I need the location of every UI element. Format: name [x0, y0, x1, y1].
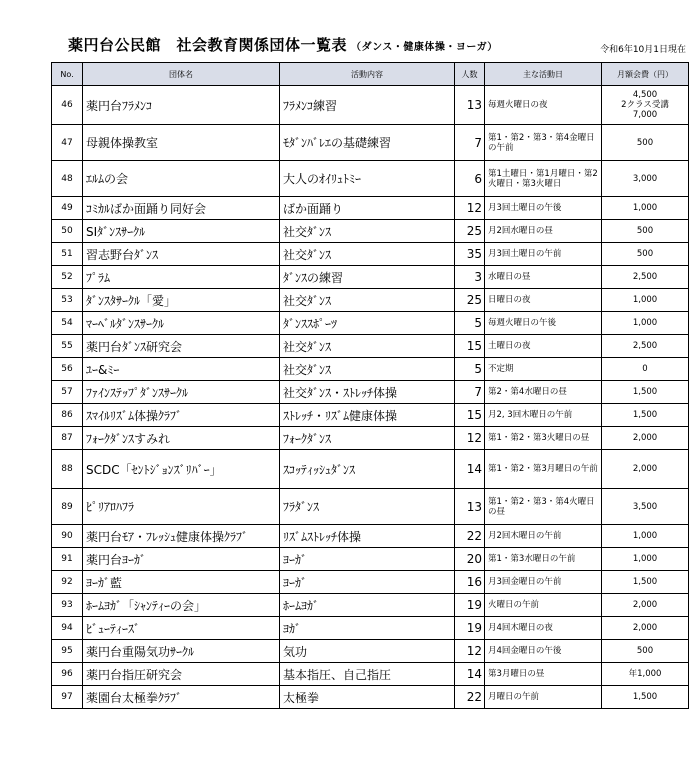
cell-no: 88 [52, 450, 83, 489]
cell-name: ｺﾐｶﾙばか面踊り同好会 [83, 197, 280, 220]
as-of-date: 令和6年10月1日現在 [600, 45, 686, 55]
cell-days: 毎週火曜日の午後 [485, 312, 602, 335]
cell-days: 第3月曜日の昼 [485, 663, 602, 686]
cell-activity: ｽﾄﾚｯﾁ・ﾘｽﾞﾑ健康体操 [280, 404, 455, 427]
cell-count: 14 [455, 450, 485, 489]
table-row [52, 427, 689, 450]
col-header-fee: 月額会費（円） [602, 63, 689, 86]
cell-count: 7 [455, 125, 485, 161]
table-body [52, 86, 689, 709]
cell-fee: 1,500 [602, 686, 689, 709]
table-row [52, 312, 689, 335]
cell-no: 48 [52, 161, 83, 197]
cell-no: 47 [52, 125, 83, 161]
cell-no: 55 [52, 335, 83, 358]
cell-name: 母親体操教室 [83, 125, 280, 161]
cell-count: 19 [455, 617, 485, 640]
cell-no: 54 [52, 312, 83, 335]
cell-days: 月2, 3回木曜日の午前 [485, 404, 602, 427]
cell-days: 土曜日の夜 [485, 335, 602, 358]
cell-days: 月2回水曜日の昼 [485, 220, 602, 243]
cell-fee: 0 [602, 358, 689, 381]
table-row [52, 289, 689, 312]
table-row [52, 594, 689, 617]
cell-fee: 2,000 [602, 617, 689, 640]
cell-count: 13 [455, 86, 485, 125]
cell-days: 火曜日の午前 [485, 594, 602, 617]
cell-fee: 1,000 [602, 525, 689, 548]
cell-activity: ﾖｶﾞ [280, 617, 455, 640]
cell-activity: 社交ﾀﾞﾝｽ [280, 243, 455, 266]
cell-count: 5 [455, 312, 485, 335]
cell-fee: 1,000 [602, 312, 689, 335]
col-header-name: 団体名 [83, 63, 280, 86]
cell-activity: 太極拳 [280, 686, 455, 709]
cell-days: 第1・第2・第3・第4火曜日の昼 [485, 489, 602, 525]
cell-count: 35 [455, 243, 485, 266]
cell-fee: 1,500 [602, 571, 689, 594]
cell-count: 22 [455, 525, 485, 548]
cell-fee: 2,500 [602, 266, 689, 289]
cell-count: 25 [455, 289, 485, 312]
cell-activity: ﾘｽﾞﾑｽﾄﾚｯﾁ体操 [280, 525, 455, 548]
cell-name: ｽﾏｲﾙﾘｽﾞﾑ体操ｸﾗﾌﾞ [83, 404, 280, 427]
table-row [52, 548, 689, 571]
cell-activity: ﾖｰｶﾞ [280, 571, 455, 594]
cell-count: 12 [455, 640, 485, 663]
group-table [51, 62, 689, 709]
col-header-days: 主な活動日 [485, 63, 602, 86]
cell-fee: 1,500 [602, 381, 689, 404]
cell-count: 19 [455, 594, 485, 617]
cell-name: ﾋﾞｭｰﾃｨｰｽﾞ [83, 617, 280, 640]
cell-days: 第1・第2・第3・第4金曜日の午前 [485, 125, 602, 161]
table-row [52, 161, 689, 197]
cell-activity: ﾎｰﾑﾖｶﾞ [280, 594, 455, 617]
col-header-count: 人数 [455, 63, 485, 86]
cell-fee: 1,000 [602, 548, 689, 571]
cell-fee: 3,500 [602, 489, 689, 525]
table-row [52, 640, 689, 663]
table-row [52, 663, 689, 686]
cell-count: 15 [455, 335, 485, 358]
cell-no: 92 [52, 571, 83, 594]
cell-count: 6 [455, 161, 485, 197]
cell-count: 15 [455, 404, 485, 427]
cell-no: 52 [52, 266, 83, 289]
cell-activity: ﾖｰｶﾞ [280, 548, 455, 571]
cell-days: 月2回木曜日の午前 [485, 525, 602, 548]
cell-fee: 500 [602, 220, 689, 243]
cell-name: 薬園台太極拳ｸﾗﾌﾞ [83, 686, 280, 709]
cell-activity: 社交ﾀﾞﾝｽ [280, 220, 455, 243]
cell-name: 薬円台重陽気功ｻｰｸﾙ [83, 640, 280, 663]
cell-days: 毎週火曜日の夜 [485, 86, 602, 125]
title-subtitle: （ダンス・健康体操・ヨーガ） [351, 42, 498, 53]
table-row [52, 617, 689, 640]
cell-count: 5 [455, 358, 485, 381]
title-main: 薬円台公民館 社会教育関係団体一覧表 [68, 36, 348, 54]
cell-no: 93 [52, 594, 83, 617]
cell-activity: 社交ﾀﾞﾝｽ [280, 289, 455, 312]
table-row [52, 358, 689, 381]
cell-days: 不定期 [485, 358, 602, 381]
cell-no: 46 [52, 86, 83, 125]
cell-no: 97 [52, 686, 83, 709]
cell-no: 53 [52, 289, 83, 312]
cell-fee: 1,000 [602, 289, 689, 312]
cell-name: ｴﾙﾑの会 [83, 161, 280, 197]
cell-no: 49 [52, 197, 83, 220]
cell-name: 薬円台ﾀﾞﾝｽ研究会 [83, 335, 280, 358]
table-row [52, 571, 689, 594]
page-title [68, 34, 498, 55]
cell-fee: 500 [602, 640, 689, 663]
cell-no: 51 [52, 243, 83, 266]
cell-no: 95 [52, 640, 83, 663]
cell-fee: 2,500 [602, 335, 689, 358]
table-row [52, 266, 689, 289]
cell-activity: 基本指圧、自己指圧 [280, 663, 455, 686]
table-row [52, 686, 689, 709]
cell-activity: ﾌﾗﾀﾞﾝｽ [280, 489, 455, 525]
table-header-row [52, 63, 689, 86]
cell-activity: 社交ﾀﾞﾝｽ・ｽﾄﾚｯﾁ体操 [280, 381, 455, 404]
cell-days: 水曜日の昼 [485, 266, 602, 289]
cell-count: 20 [455, 548, 485, 571]
cell-name: ﾀﾞﾝｽﾀｻｰｸﾙ「愛」 [83, 289, 280, 312]
cell-name: SCDC「ｾﾝﾄｼﾞｮﾝｽﾞﾘﾊﾞｰ」 [83, 450, 280, 489]
cell-days: 月3回土曜日の午後 [485, 197, 602, 220]
table-row [52, 86, 689, 125]
table-row [52, 125, 689, 161]
table-row [52, 243, 689, 266]
cell-activity: ｽｺｯﾃｨｯｼｭﾀﾞﾝｽ [280, 450, 455, 489]
cell-days: 第1土曜日・第1月曜日・第2火曜日・第3火曜日 [485, 161, 602, 197]
cell-activity: ばか面踊り [280, 197, 455, 220]
cell-name: 薬円台指圧研究会 [83, 663, 280, 686]
cell-activity: ﾀﾞﾝｽの練習 [280, 266, 455, 289]
cell-name: ﾏｰﾍﾞﾙﾀﾞﾝｽｻｰｸﾙ [83, 312, 280, 335]
cell-fee: 年1,000 [602, 663, 689, 686]
cell-name: ﾋﾟﾘｱﾛﾊﾌﾗ [83, 489, 280, 525]
cell-fee: 1,500 [602, 404, 689, 427]
cell-name: ﾕｰ&ﾐｰ [83, 358, 280, 381]
cell-fee: 2,000 [602, 427, 689, 450]
table-row [52, 450, 689, 489]
table-row [52, 220, 689, 243]
cell-count: 25 [455, 220, 485, 243]
cell-no: 57 [52, 381, 83, 404]
cell-count: 16 [455, 571, 485, 594]
cell-activity: 社交ﾀﾞﾝｽ [280, 335, 455, 358]
page-header [0, 0, 700, 62]
cell-activity: 社交ﾀﾞﾝｽ [280, 358, 455, 381]
cell-no: 50 [52, 220, 83, 243]
table-row [52, 197, 689, 220]
cell-count: 7 [455, 381, 485, 404]
cell-name: 薬円台ﾌﾗﾒﾝｺ [83, 86, 280, 125]
cell-days: 日曜日の夜 [485, 289, 602, 312]
cell-activity: ﾌｫｰｸﾀﾞﾝｽ [280, 427, 455, 450]
cell-no: 94 [52, 617, 83, 640]
cell-name: ﾌﾟﾗﾑ [83, 266, 280, 289]
table-row [52, 489, 689, 525]
col-header-activity: 活動内容 [280, 63, 455, 86]
cell-activity: 気功 [280, 640, 455, 663]
cell-days: 第1・第2・第3月曜日の午前 [485, 450, 602, 489]
cell-name: ﾎｰﾑﾖｶﾞ「ｼｬﾝﾃｨｰの会」 [83, 594, 280, 617]
cell-fee: 500 [602, 125, 689, 161]
cell-fee: 3,000 [602, 161, 689, 197]
cell-days: 月4回金曜日の午後 [485, 640, 602, 663]
col-header-no: No. [52, 63, 83, 86]
cell-activity: 大人のｵｲﾘｭﾄﾐｰ [280, 161, 455, 197]
cell-no: 56 [52, 358, 83, 381]
cell-fee: 4,500 2クラス受講 7,000 [602, 86, 689, 125]
cell-no: 86 [52, 404, 83, 427]
cell-days: 第1・第2・第3火曜日の昼 [485, 427, 602, 450]
cell-fee: 2,000 [602, 594, 689, 617]
table-row [52, 525, 689, 548]
cell-count: 12 [455, 197, 485, 220]
cell-activity: ﾌﾗﾒﾝｺ練習 [280, 86, 455, 125]
cell-count: 13 [455, 489, 485, 525]
cell-name: 薬円台ﾖｰｶﾞ [83, 548, 280, 571]
cell-days: 月4回木曜日の夜 [485, 617, 602, 640]
cell-days: 月3回土曜日の午前 [485, 243, 602, 266]
cell-name: 習志野台ﾀﾞﾝｽ [83, 243, 280, 266]
table-row [52, 404, 689, 427]
cell-days: 第1・第3水曜日の午前 [485, 548, 602, 571]
cell-no: 91 [52, 548, 83, 571]
cell-no: 90 [52, 525, 83, 548]
cell-days: 月曜日の午前 [485, 686, 602, 709]
cell-count: 3 [455, 266, 485, 289]
cell-activity: ﾓﾀﾞﾝﾊﾞﾚｴの基礎練習 [280, 125, 455, 161]
cell-name: ﾌｧｲﾝｽﾃｯﾌﾟﾀﾞﾝｽｻｰｸﾙ [83, 381, 280, 404]
cell-fee: 500 [602, 243, 689, 266]
cell-days: 第2・第4水曜日の昼 [485, 381, 602, 404]
cell-name: SIﾀﾞﾝｽｻｰｸﾙ [83, 220, 280, 243]
cell-name: ﾖｰｶﾞ藍 [83, 571, 280, 594]
cell-fee: 1,000 [602, 197, 689, 220]
cell-count: 22 [455, 686, 485, 709]
cell-count: 12 [455, 427, 485, 450]
cell-days: 月3回金曜日の午前 [485, 571, 602, 594]
cell-fee: 2,000 [602, 450, 689, 489]
cell-no: 89 [52, 489, 83, 525]
cell-name: 薬円台ﾓｱ・ﾌﾚｯｼｭ健康体操ｸﾗﾌﾞ [83, 525, 280, 548]
cell-no: 96 [52, 663, 83, 686]
cell-no: 87 [52, 427, 83, 450]
table-row [52, 335, 689, 358]
table-row [52, 381, 689, 404]
cell-name: ﾌｫｰｸﾀﾞﾝｽすみれ [83, 427, 280, 450]
cell-count: 14 [455, 663, 485, 686]
cell-activity: ﾀﾞﾝｽｽﾎﾟｰﾂ [280, 312, 455, 335]
